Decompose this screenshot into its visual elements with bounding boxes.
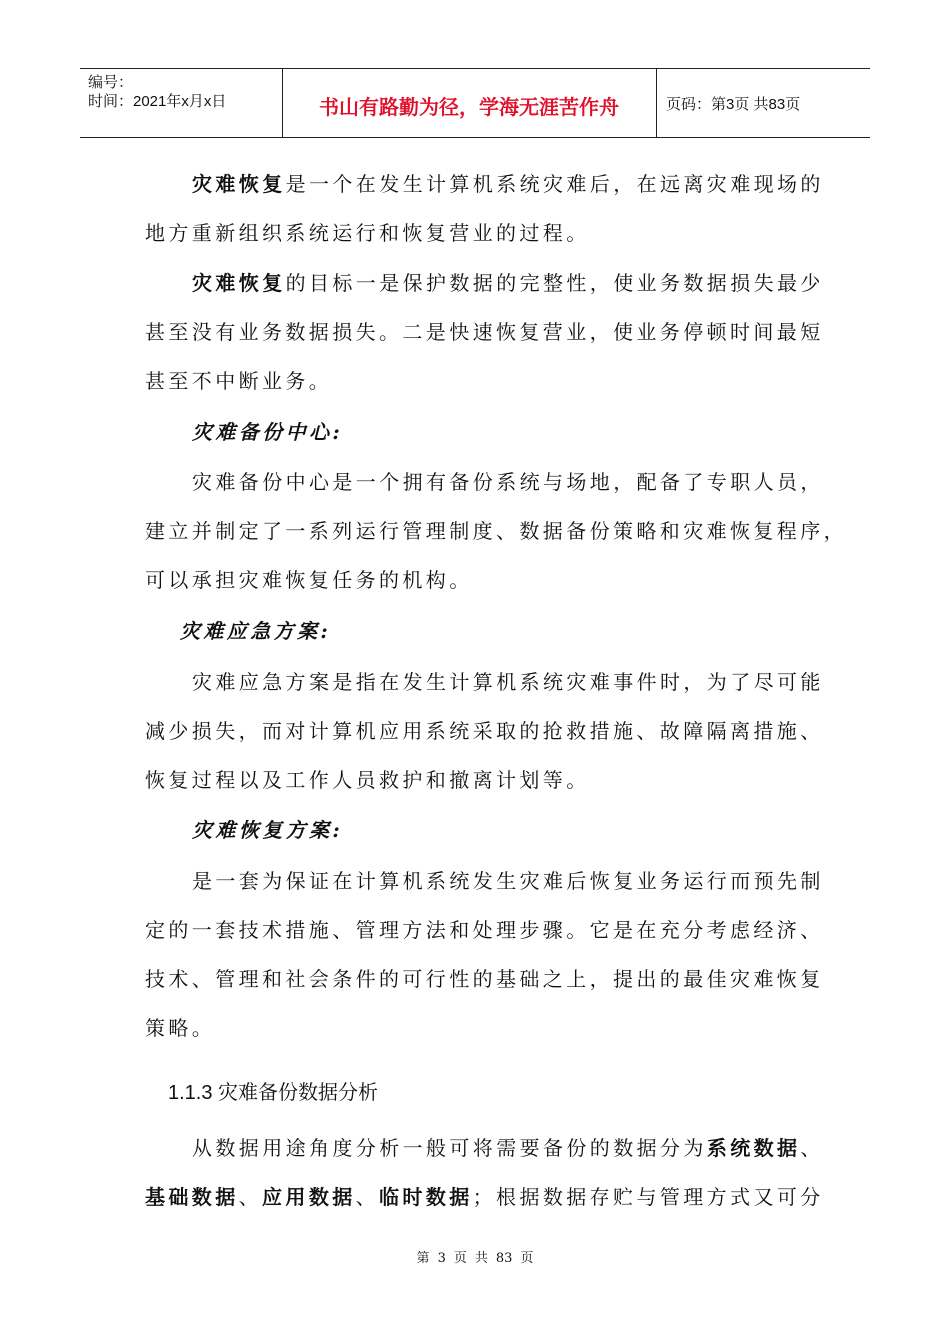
paragraph-recovery-goal: 灾难恢复的目标一是保护数据的完整性，使业务数据损失最少 甚至没有业务数据损失。二是快速恢复营业，使业务停顿时间最短 甚至不中断业务。 — [145, 271, 824, 393]
footer-total-pages: 83 — [495, 1251, 513, 1266]
term-disaster-recovery: 灾难恢复 — [192, 172, 286, 196]
term-application-data: 应用数据 — [262, 1185, 356, 1209]
header-meta — [88, 73, 226, 111]
heading-backup-center: 灾难备份中心: — [192, 420, 344, 444]
page-header — [80, 68, 870, 138]
paragraph-backup-center: 灾难备份中心是一个拥有备份系统与场地，配备了专职人员， 建立并制定了一系列运行管理制度、数据备份策略和灾难恢复程序， 可以承担灾难恢复任务的机构。 — [145, 470, 847, 592]
time-label: 时间：2021年x月x日 — [88, 93, 227, 110]
paragraph-data-analysis: 从数据用途角度分析一般可将需要备份的数据分为系统数据、 基础数据、应用数据、临时数据；根据数据存贮与管理方式又可分 — [145, 1136, 824, 1209]
term-temporary-data: 临时数据 — [379, 1185, 473, 1209]
header-page-info: 页码：第3页 共83页 — [666, 96, 801, 113]
heading-emergency-plan: 灾难应急方案: — [180, 619, 332, 643]
paragraph-emergency-plan: 灾难应急方案是指在发生计算机系统灾难事件时，为了尽可能 减少损失，而对计算机应用系统采取的抢救措施、故障隔离措施、 恢复过程以及工作人员救护和撤离计划等。 — [145, 670, 824, 792]
number-label: 编号： — [88, 74, 134, 91]
heading-recovery-plan: 灾难恢复方案: — [192, 818, 344, 842]
term-system-data: 系统数据 — [706, 1136, 801, 1160]
term-base-data: 基础数据 — [145, 1185, 239, 1209]
page-footer: 第 3 页 共 83 页 — [416, 1251, 534, 1266]
term-disaster-recovery: 灾难恢复 — [192, 271, 286, 295]
section-heading: 1.1.3 灾难备份数据分析 — [168, 1082, 379, 1104]
header-divider — [656, 69, 657, 137]
paragraph-recovery-plan: 是一套为保证在计算机系统发生灾难后恢复业务运行而预先制 定的一套技术措施、管理方法和处理步骤。它是在充分考虑经济、 技术、管理和社会条件的可行性的基础之上，提出的最佳灾难恢复 策略。 — [145, 869, 824, 1040]
footer-page-number: 3 — [437, 1251, 446, 1266]
header-motto: 书山有路勤为径，学海无涯苦作舟 — [319, 95, 619, 119]
paragraph-disaster-recovery: 灾难恢复是一个在发生计算机系统灾难后，在远离灾难现场的 地方重新组织系统运行和恢复营业的过程。 — [145, 172, 824, 245]
